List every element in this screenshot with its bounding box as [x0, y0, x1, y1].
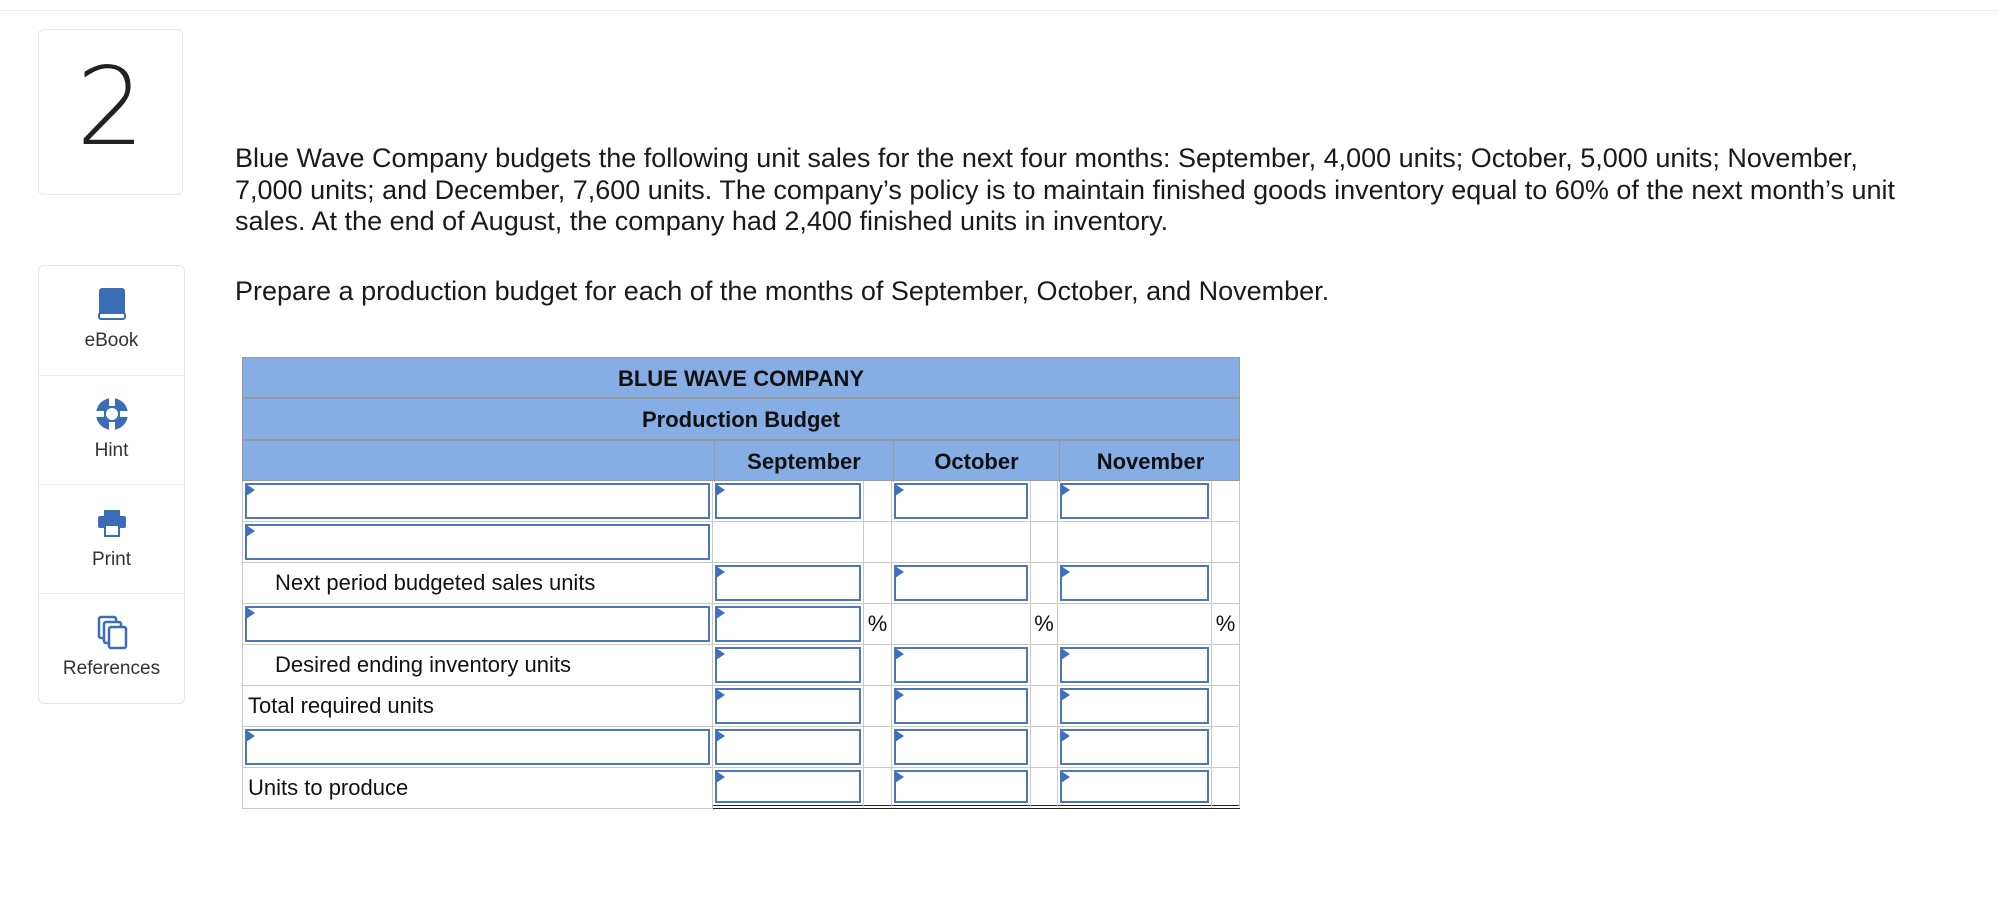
spacer-cell [1212, 563, 1240, 604]
value-cell [892, 686, 1031, 727]
ebook-button[interactable] [39, 266, 184, 375]
value-cell [892, 768, 1031, 809]
spacer-cell [864, 481, 892, 522]
value-cell [713, 727, 864, 768]
spacer-cell [1031, 686, 1058, 727]
row-label-input[interactable] [245, 483, 710, 519]
value-cell [713, 604, 864, 645]
value-cell [713, 563, 864, 604]
question-number-card [38, 29, 183, 195]
november-input[interactable] [1060, 565, 1209, 601]
spacer-cell [1212, 727, 1240, 768]
question-instruction: Prepare a production budget for each of the months of September, October, and November. [235, 276, 1330, 306]
company-name: BLUE WAVE COMPANY [242, 357, 1240, 398]
table-row [242, 686, 1240, 727]
total-required-label: Total required units [248, 693, 434, 718]
october-input[interactable] [894, 729, 1028, 765]
value-cell [713, 768, 864, 809]
value-cell [1058, 768, 1212, 809]
september-input[interactable] [715, 688, 861, 724]
value-cell [713, 686, 864, 727]
production-budget-table [242, 357, 1240, 813]
table-row [242, 522, 1240, 563]
spacer-cell [864, 727, 892, 768]
september-input[interactable] [715, 565, 861, 601]
october-input[interactable] [894, 647, 1028, 683]
tools-panel [38, 265, 185, 704]
november-input[interactable] [1060, 770, 1209, 803]
spacer-cell [1212, 686, 1240, 727]
september-input[interactable] [715, 483, 861, 519]
value-cell [1058, 727, 1212, 768]
desired-ending-label: Desired ending inventory units [275, 652, 571, 677]
september-percent-input[interactable] [715, 606, 861, 642]
value-cell [1058, 686, 1212, 727]
label-cell [242, 686, 713, 727]
spacer-cell [1212, 481, 1240, 522]
column-header-september: September [714, 441, 893, 482]
ebook-label: eBook [84, 330, 139, 351]
spacer-cell [1031, 481, 1058, 522]
value-cell [713, 645, 864, 686]
percent-sign: % [867, 611, 888, 636]
value-cell [1058, 563, 1212, 604]
october-input[interactable] [894, 770, 1028, 803]
budget-title: Production Budget [242, 398, 1240, 440]
value-cell [1058, 604, 1212, 645]
september-input[interactable] [715, 647, 861, 683]
value-cell [892, 481, 1031, 522]
september-input[interactable] [715, 729, 861, 765]
label-cell [242, 645, 713, 686]
percent-sign: % [1215, 611, 1236, 636]
value-cell [1058, 645, 1212, 686]
table-row [242, 727, 1240, 768]
value-cell [892, 563, 1031, 604]
row-label-input[interactable] [245, 524, 710, 560]
printer-icon [94, 505, 130, 541]
label-cell [242, 768, 713, 809]
label-cell [242, 563, 713, 604]
value-cell [713, 522, 864, 563]
table-row [242, 768, 1240, 809]
spacer-cell [864, 522, 892, 563]
percent-cell [1031, 604, 1058, 645]
label-cell [242, 481, 713, 522]
value-cell [892, 727, 1031, 768]
table-row [242, 563, 1240, 604]
october-input[interactable] [894, 483, 1028, 519]
table-row [242, 645, 1240, 686]
column-header-october: October [893, 441, 1059, 482]
percent-cell [1212, 604, 1240, 645]
spacer-cell [1212, 768, 1240, 809]
units-to-produce-label: Units to produce [248, 775, 409, 800]
spacer-cell [1031, 522, 1058, 563]
documents-icon [94, 614, 130, 650]
spacer-cell [864, 645, 892, 686]
november-input[interactable] [1060, 483, 1209, 519]
references-button[interactable] [39, 593, 184, 702]
spacer-cell [1031, 563, 1058, 604]
table-row [242, 604, 1240, 645]
label-cell [242, 727, 713, 768]
value-cell [892, 645, 1031, 686]
question-prompt: Blue Wave Company budgets the following unit sales for the next four months: September, 4,000 units; October, 5,000 units; November, 7,000 units; and December, 7,600 units. The company’s policy is to maintain finished goods inventory equal to 60% of the next month’s unit sales. At the end of August, the company had 2,400 finished units in inventory. [235, 143, 1896, 236]
references-label: References [62, 658, 161, 679]
top-divider [0, 10, 1998, 11]
november-input[interactable] [1060, 729, 1209, 765]
spacer-cell [1212, 522, 1240, 563]
spacer-cell [864, 563, 892, 604]
percent-sign: % [1034, 611, 1054, 636]
label-cell [242, 522, 713, 563]
table-row [242, 481, 1240, 522]
spacer-cell [864, 686, 892, 727]
percent-cell [864, 604, 892, 645]
print-button[interactable] [39, 484, 184, 593]
spacer-cell [1031, 727, 1058, 768]
hint-button[interactable] [39, 375, 184, 484]
value-cell [1058, 481, 1212, 522]
question-number: 2 [76, 45, 145, 170]
row-label-input[interactable] [245, 606, 710, 642]
row-label-input[interactable] [245, 729, 710, 765]
november-input[interactable] [1060, 688, 1209, 724]
hint-label: Hint [94, 440, 129, 461]
october-input[interactable] [894, 565, 1028, 601]
column-header-row [242, 440, 1240, 481]
spacer-cell [864, 768, 892, 809]
print-label: Print [91, 549, 132, 570]
value-cell [892, 604, 1031, 645]
next-period-sales-label: Next period budgeted sales units [275, 570, 596, 595]
lifebuoy-icon [94, 396, 130, 432]
spacer-cell [1031, 768, 1058, 809]
column-header-november: November [1059, 441, 1241, 482]
value-cell [1058, 522, 1212, 563]
value-cell [713, 481, 864, 522]
value-cell [892, 522, 1031, 563]
september-input[interactable] [715, 770, 861, 803]
label-cell [242, 604, 713, 645]
spacer-cell [1212, 645, 1240, 686]
spacer-cell [1031, 645, 1058, 686]
book-icon [94, 286, 130, 322]
october-input[interactable] [894, 688, 1028, 724]
november-input[interactable] [1060, 647, 1209, 683]
